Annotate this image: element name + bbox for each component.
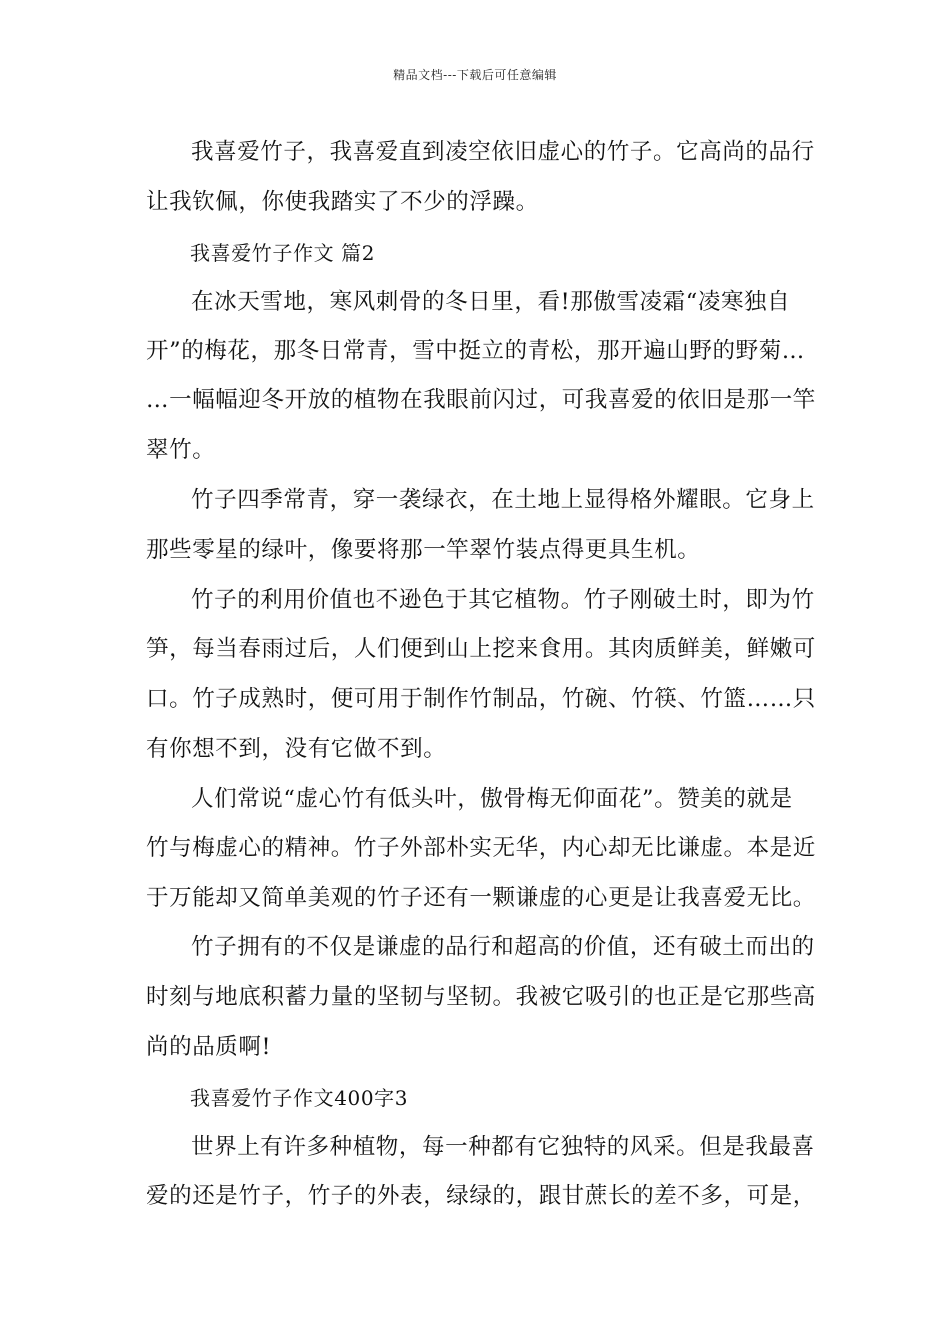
paragraph-line: 于万能却又简单美观的竹子还有一颗谦虚的心更是让我喜爱无比。 (146, 885, 816, 911)
paragraph-line: 竹子的利用价值也不逊色于其它植物。竹子刚破土时，即为竹 (191, 587, 815, 613)
paragraph-line: 那些零星的绿叶，像要将那一竿翠竹装点得更具生机。 (146, 537, 701, 563)
paragraph-line: 让我钦佩，你使我踏实了不少的浮躁。 (146, 189, 539, 215)
section-heading: 我喜爱竹子作文 篇2 (190, 241, 376, 265)
paragraph-line: 我喜爱竹子，我喜爱直到凌空依旧虚心的竹子。它高尚的品行 (191, 139, 815, 165)
paragraph-line: 开”的梅花，那冬日常青，雪中挺立的青松，那开遍山野的野菊… (146, 338, 805, 364)
paragraph-line: 竹子四季常青，穿一袭绿衣，在土地上显得格外耀眼。它身上 (191, 487, 815, 513)
section-heading: 我喜爱竹子作文400字3 (190, 1086, 409, 1110)
paragraph-line: 世界上有许多种植物，每一种都有它独特的风采。但是我最喜 (191, 1134, 815, 1160)
paragraph-line: 笋，每当春雨过后，人们便到山上挖来食用。其肉质鲜美，鲜嫩可 (146, 636, 816, 662)
paragraph-line: 竹与梅虚心的精神。竹子外部朴实无华，内心却无比谦虚。本是近 (146, 835, 816, 861)
paragraph-line: 爱的还是竹子，竹子的外表，绿绿的，跟甘蔗长的差不多，可是， (146, 1183, 816, 1209)
paragraph-line: 竹子拥有的不仅是谦虚的品行和超高的价值，还有破土而出的 (191, 934, 815, 960)
paragraph-line: 时刻与地底积蓄力量的坚韧与坚韧。我被它吸引的也正是它那些高 (146, 984, 816, 1010)
paragraph-line: 翠竹。 (146, 437, 216, 463)
paragraph-line: 尚的品质啊! (146, 1034, 272, 1060)
paragraph-line: …一幅幅迎冬开放的植物在我眼前闪过，可我喜爱的依旧是那一竿 (146, 387, 816, 413)
page-header: 精品文档---下载后可任意编辑 (393, 68, 557, 82)
paragraph-line: 口。竹子成熟时，便可用于制作竹制品，竹碗、竹筷、竹篮……只 (146, 686, 816, 712)
paragraph-line: 在冰天雪地，寒风刺骨的冬日里，看!那傲雪凌霜“凌寒独自 (191, 289, 791, 315)
paragraph-line: 人们常说“虚心竹有低头叶，傲骨梅无仰面花”。赞美的就是 (191, 786, 793, 812)
paragraph-line: 有你想不到，没有它做不到。 (146, 736, 447, 762)
